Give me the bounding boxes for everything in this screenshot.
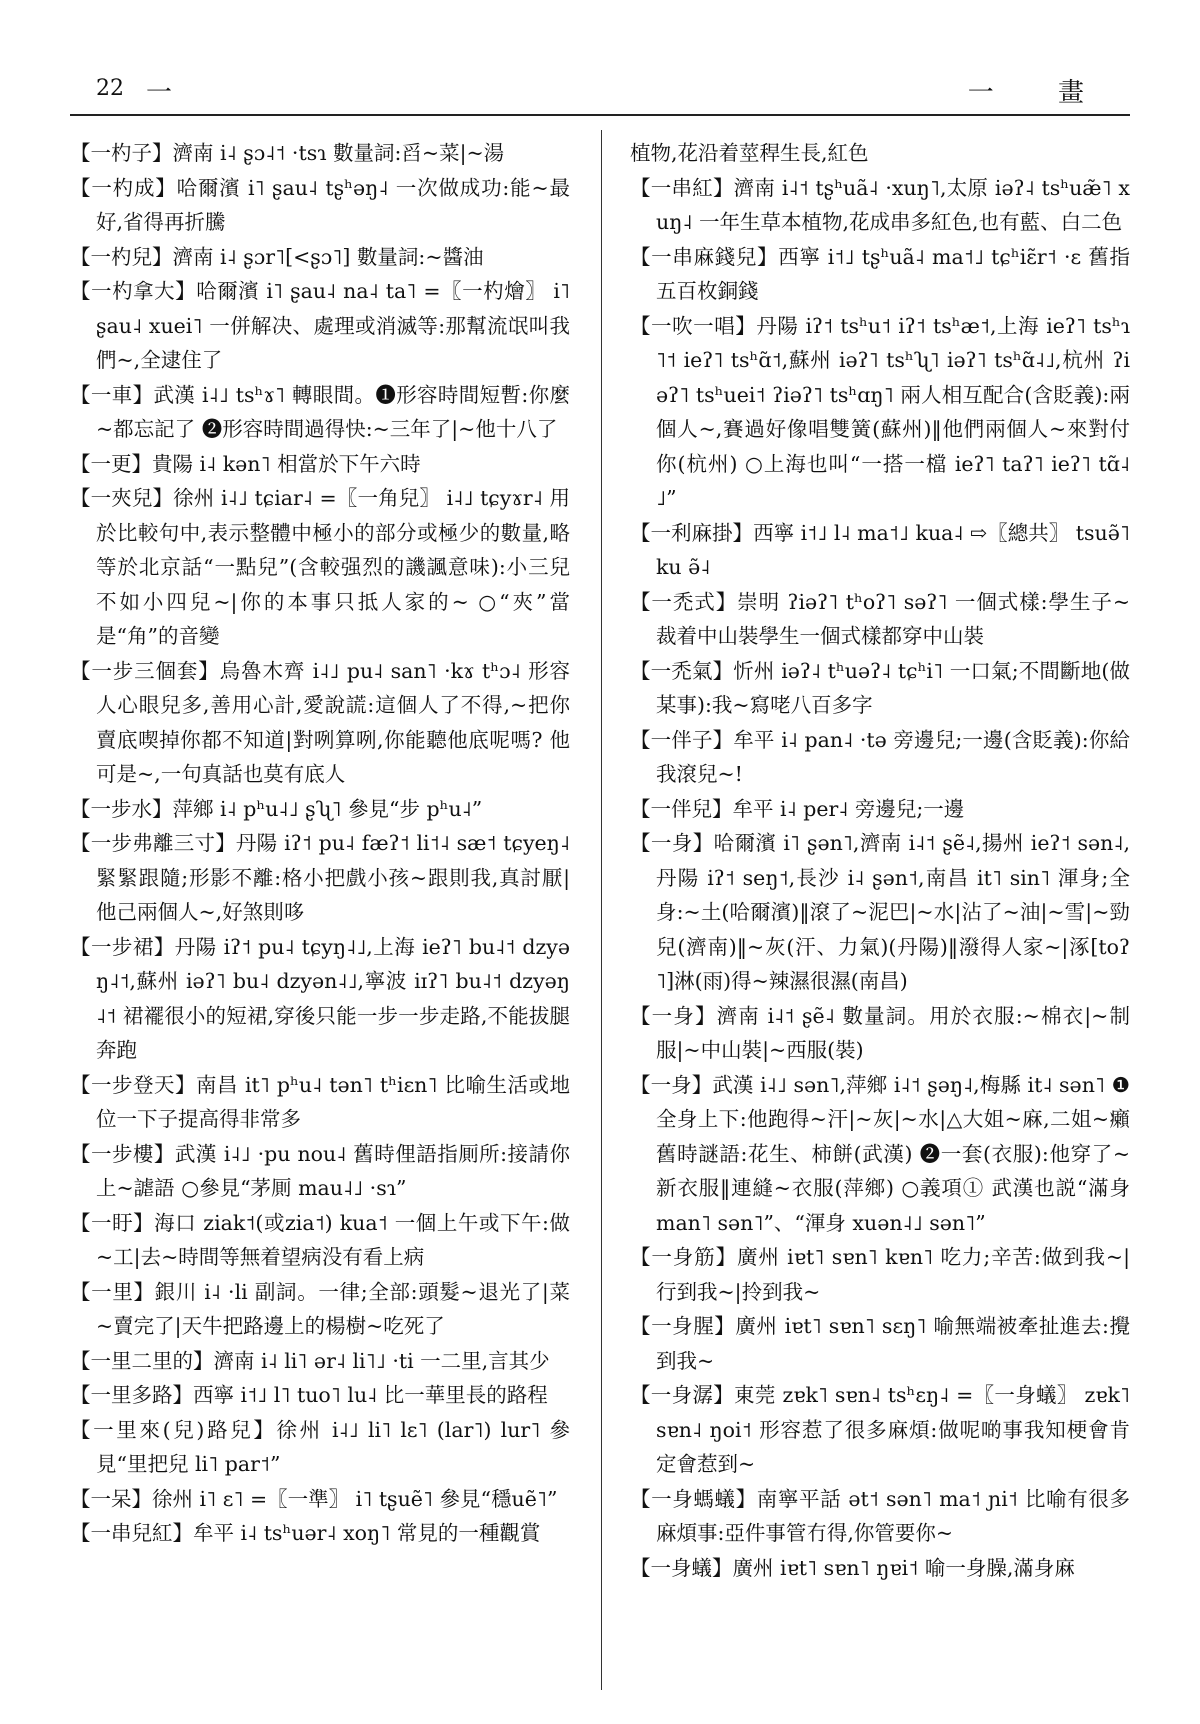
dictionary-entry: 【一步水】萍鄉 i˨ pʰu˨˩ ʂʯ˥ 參見“步 pʰu˨”: [70, 796, 483, 821]
page-header: [70, 70, 1130, 116]
dictionary-entry: 【一身】濟南 i˨˦ ʂẽ˨ 數量詞。用於衣服:~棉衣|~制服|~中山裝|~西服(裝): [630, 1003, 1130, 1062]
dictionary-entry: 【一身蟻】廣州 iɐt˥ sɐn˥ ŋɐi˦ 喻一身臊,滿身麻: [630, 1555, 1075, 1580]
dictionary-entry: 【一杓兒】濟南 i˨ ʂɔr˥[<ʂɔ˥] 數量詞:~醬油: [70, 244, 484, 269]
dictionary-entry: 【一禿式】崇明 ʔiəʔ˥ tʰoʔ˥ səʔ˥ 一個式樣:學生子~裁着中山裝學生一個式樣都穿中山裝: [630, 589, 1130, 648]
dictionary-entry: 【一身】哈爾濱 i˥ ʂən˥,濟南 i˨˦ ʂẽ˨,揚州 ieʔ˦ sən˨,丹陽 iʔ˦ seŋ˦,長沙 i˨ ʂən˦,南昌 it˥ sin˥ 渾身;全身:~土(哈爾濱)‖滾了~泥巴|~水|沾了~油|~雪|~勁兒(濟南)‖~灰(汗、力氣)(丹陽)‖潑得人家~|涿[toʔ˥]淋(雨)得~辣濕很濕(南昌): [630, 831, 1130, 993]
section-title-left: 一: [146, 78, 173, 108]
dictionary-entry: 【一杓子】濟南 i˨ ʂɔ˨˦ ·tsɿ 數量詞:舀~菜|~湯: [70, 141, 505, 165]
section-title-right: 一 畫: [967, 78, 1112, 108]
dictionary-entry: 【一杓拿大】哈爾濱 i˥ ʂau˨ na˨ ta˥ =〖一杓燴〗 i˥ ʂau˨ xuei˥ 一併解决、處理或消滅等:那幫流氓叫我們~,全逮住了: [70, 279, 570, 372]
dictionary-entry: 【一身筋】廣州 iɐt˥ sɐn˥ kɐn˥ 吃力;辛苦:做到我~|行到我~|拎到我~: [630, 1245, 1130, 1304]
dictionary-entry: 【一車】武漢 i˨˩ tsʰɤ˥ 轉眼間。❶形容時間短暫:你麼~都忘記了 ❷形容時間過得快:~三年了|~他十八了: [70, 382, 570, 441]
page-number: 22: [96, 76, 124, 101]
dictionary-entry: 【一串紅】濟南 i˨˦ tʂʰuã˨ ·xuŋ˥,太原 iəʔ˨ tsʰuæ̃˥ xuŋ˨ 一年生草本植物,花成串多紅色,也有藍、白二色: [630, 175, 1130, 234]
dictionary-entry: 【一伴子】牟平 i˨ pan˨ ·tə 旁邊兒;一邊(含貶義):你給我滾兒~!: [630, 727, 1130, 786]
dictionary-entry: 【一里來(兒)路兒】徐州 i˨˩ li˥ lɛ˥ (lar˥) lur˥ 參見“里把兒 li˥ par˦”: [70, 1417, 570, 1476]
dictionary-entry: 【一步登天】南昌 it˥ pʰu˨ tən˥ tʰiɛn˥ 比喻生活或地位一下子提高得非常多: [70, 1072, 570, 1131]
dictionary-entry: 【一身】武漢 i˨˩ sən˥,萍鄉 i˨˦ ʂəŋ˨,梅縣 it˨ sən˥ ❶ 全身上下:他跑得~汗|~灰|~水|△大姐~麻,二姐~癩舊時謎語:花生、柿餅(武漢) ❷一套(衣服):他穿了~新衣服‖連縫~衣服(萍鄉) ○義項① 武漢也説“滿身 man˥ sən˥”、“渾身 xuən˨˩ sən˥”: [630, 1072, 1130, 1235]
dictionary-entry: 植物,花沿着莖稈生長,紅色: [630, 141, 869, 165]
dictionary-entry: 【一夾兒】徐州 i˨˩ tɕiar˨ =〖一角兒〗 i˨˩ tɕyɤr˨ 用於比較句中,表示整體中極小的部分或極少的數量,略等於北京話“一點兒”(含較强烈的譏諷意味):小三兒不如小四兒~|你的本事只抵人家的~ ○“夾”當是“角”的音變: [70, 486, 570, 648]
dictionary-entry: 【一步樓】武漢 i˨˩ ·pu nou˨ 舊時俚語指厠所:接請你上~謔語 ○參見“茅厠 mau˨˩ ·sɿ”: [70, 1141, 570, 1200]
dictionary-entry: 【一步裙】丹陽 iʔ˦ pu˨ tɕyŋ˨˩,上海 ieʔ˥ bu˨˦ dzyəŋ˨˦,蘇州 iəʔ˥ bu˨ dzyən˨˩,寧波 iɪʔ˥ bu˨˦ dzyəŋ˨˦ 裙襬很小的短裙,穿後只能一步一步走路,不能拔腿奔跑: [70, 934, 570, 1062]
dictionary-entry: 【一杓成】哈爾濱 i˥ ʂau˨ tʂʰəŋ˨ 一次做成功:能~最好,省得再折騰: [70, 175, 570, 234]
dictionary-entry: 【一身螞蟻】南寧平話 ət˦ sən˥ ma˦ ɲi˦ 比喻有很多麻煩事:亞件事管冇得,你管要你~: [630, 1486, 1130, 1545]
right-column: [630, 136, 1130, 1696]
dictionary-entry: 【一身腥】廣州 iɐt˥ sɐn˥ sɛŋ˥ 喻無端被牽扯進去:攪到我~: [630, 1314, 1130, 1373]
dictionary-entry: 【一步弗離三寸】丹陽 iʔ˦ pu˨ fæʔ˦ li˦˨ sæ˦ tɕyeŋ˨ 緊緊跟隨;形影不離:格小把戲小孩~跟則我,真討厭|他己兩個人~,好煞則哆: [70, 831, 570, 924]
dictionary-entry: 【一串麻錢兒】西寧 i˦˩ tʂʰuã˨ ma˦˩ tɕʰiɛ̃r˦ ·ɛ 舊指五百枚銅錢: [630, 244, 1130, 303]
dictionary-entry: 【一里】銀川 i˨ ·li 副詞。一律;全部:頭髮~退光了|菜~賣完了|天牛把路邊上的楊樹~吃死了: [70, 1279, 570, 1338]
dictionary-entry: 【一禿氣】忻州 iəʔ˨ tʰuəʔ˨ tɕʰi˥ 一口氣;不間斷地(做某事):我~寫咾八百多字: [630, 658, 1130, 717]
dictionary-entry: 【一伴兒】牟平 i˨ per˨ 旁邊兒;一邊: [630, 796, 965, 821]
dictionary-entry: 【一里二里的】濟南 i˨ li˥ ər˨ li˥˩ ·ti 一二里,言其少: [70, 1348, 550, 1373]
dictionary-entry: 【一吹一唱】丹陽 iʔ˦ tsʰu˦ iʔ˦ tsʰæ˦,上海 ieʔ˥ tsʰɿ˥˦ ieʔ˥ tsʰɑ̃˦,蘇州 iəʔ˥ tsʰʯ˥ iəʔ˥ tsʰɑ̃˨˩,杭州 ʔiəʔ˥ tsʰuei˦ ʔiəʔ˥ tsʰɑŋ˥ 兩人相互配合(含貶義):兩個人~,賽過好像唱雙簧(蘇州)‖他們兩個人~來對付你(杭州) ○上海也叫“一搭一檔 ieʔ˥ taʔ˥ ieʔ˥ tɑ̃˨˩”: [630, 313, 1130, 510]
left-column: [70, 136, 570, 1696]
dictionary-entry: 【一里多路】西寧 i˦˩ l˥ tuo˥ lu˨ 比一華里長的路程: [70, 1383, 548, 1407]
dictionary-entry: 【一盱】海口 ziak˦(或zia˦) kua˦ 一個上午或下午:做~工|去~時間等無着望病没有看上病: [70, 1210, 570, 1269]
dictionary-entry: 【一串兒紅】牟平 i˨ tsʰuər˨ xoŋ˥ 常見的一種觀賞: [70, 1521, 541, 1545]
dictionary-entry: 【一步三個套】烏魯木齊 i˨˩ pu˨ san˥ ·kɤ tʰɔ˨ 形容人心眼兒多,善用心計,愛說謊:這個人了不得,~把你賣底喫掉你都不知道|對咧算咧,你能聽他底呢嗎? 他可是~,一句真話也莫有底人: [70, 658, 570, 786]
dictionary-entry: 【一身潺】東莞 zɐk˥ sɐn˨ tsʰɛŋ˨ =〖一身蟻〗 zɐk˥ sɐn˨ ŋoi˦ 形容惹了很多麻煩:做呢啲事我知梗會肯定會惹到~: [630, 1383, 1130, 1476]
dictionary-entry: 【一更】貴陽 i˨ kən˥ 相當於下午六時: [70, 451, 421, 476]
dictionary-entry: 【一呆】徐州 i˥ ɛ˥ =〖一準〗 i˥ tʂuẽ˥ 參見“穩uẽ˥”: [70, 1486, 558, 1511]
dictionary-entry: 【一利麻掛】西寧 i˦˩ l˨ ma˦˩ kua˨ ⇨〖總共〗 tsuə̃˥ ku ə̃˨: [630, 520, 1130, 579]
column-divider: [601, 130, 602, 1690]
